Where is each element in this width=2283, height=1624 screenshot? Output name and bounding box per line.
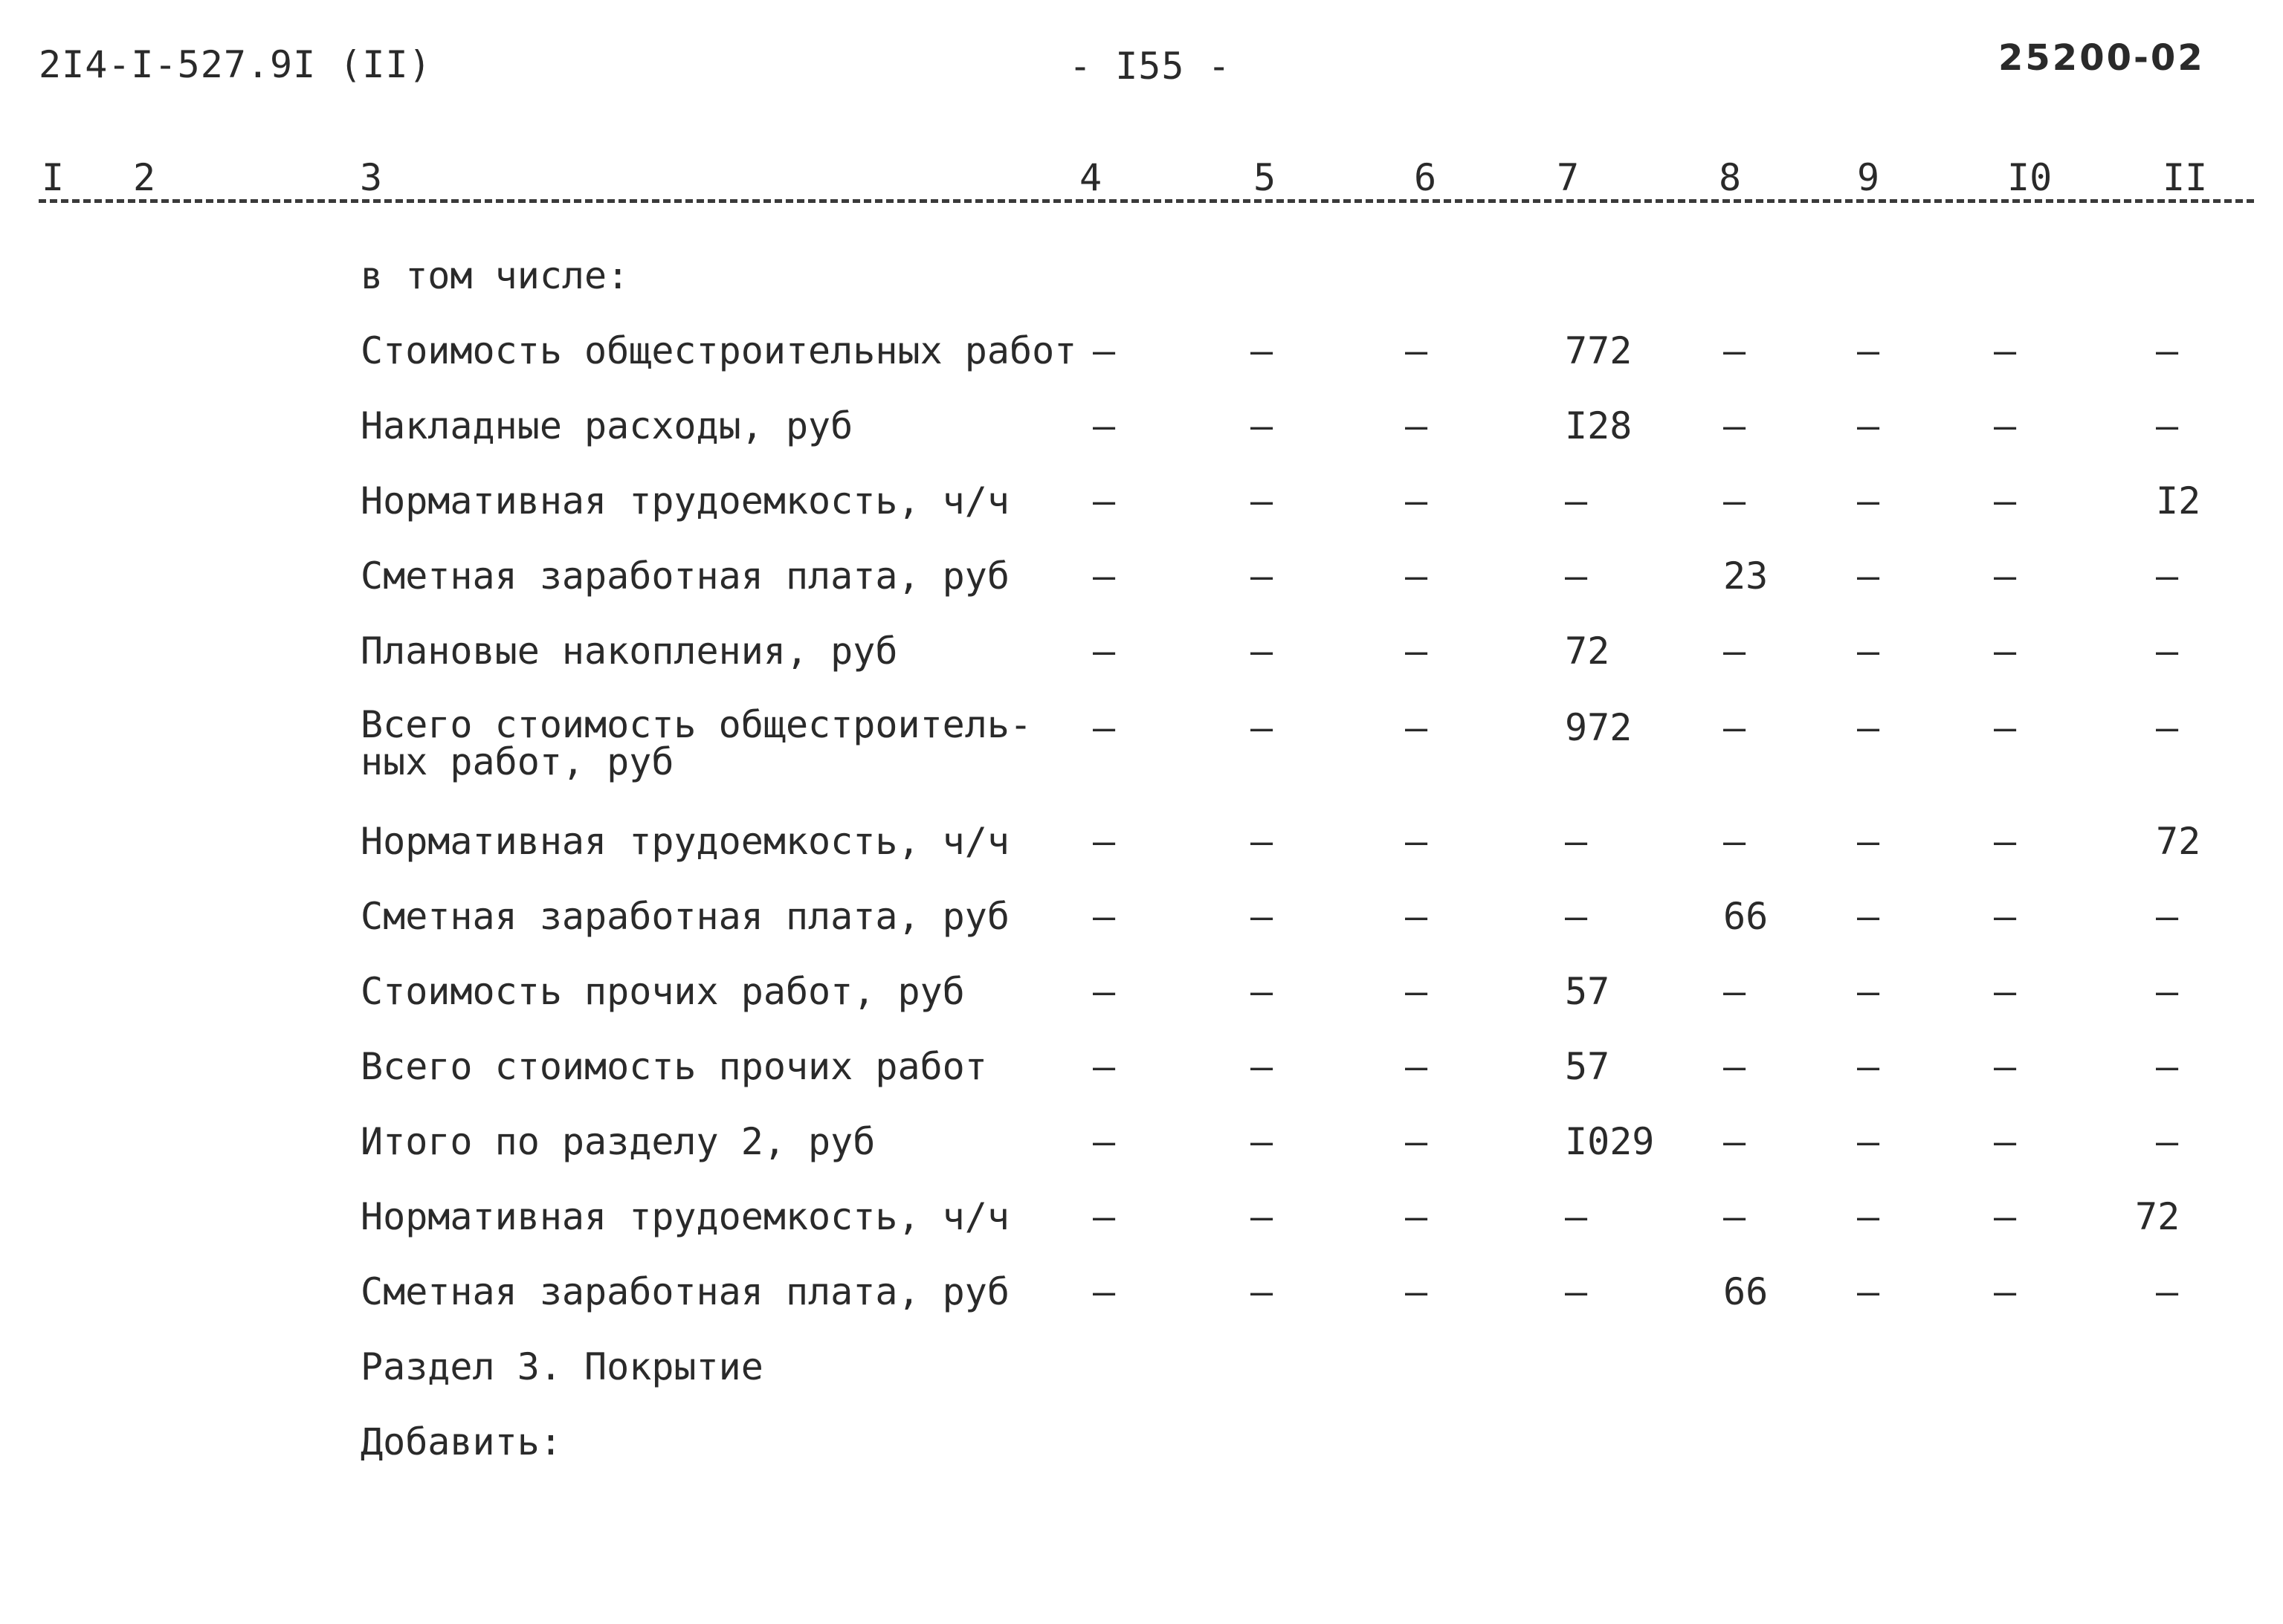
cell-col-8: 66 — [1723, 1270, 1769, 1313]
cell-col-4: – — [1093, 1045, 1116, 1088]
cell-col-7: I029 — [1565, 1120, 1655, 1163]
row-description: Сметная заработная плата, руб — [361, 554, 1010, 598]
cell-col-5: – — [1250, 1270, 1273, 1313]
cell-col-5: – — [1250, 1045, 1273, 1088]
cell-col-11: I2 — [2156, 479, 2201, 523]
cell-col-7: – — [1565, 554, 1588, 598]
cell-col-5: – — [1250, 329, 1273, 372]
cell-col-5: – — [1250, 479, 1273, 523]
cell-col-5: – — [1250, 970, 1273, 1013]
cell-col-10: – — [1994, 820, 2017, 863]
cell-col-8: – — [1723, 820, 1746, 863]
section-heading — [0, 1345, 2283, 1412]
cell-col-9: – — [1857, 404, 1880, 447]
cell-col-11: – — [2156, 404, 2179, 447]
cell-col-9: – — [1857, 1120, 1880, 1163]
cell-col-9: – — [1857, 895, 1880, 938]
row-description: Всего стоимость прочих работ — [361, 1045, 987, 1088]
cell-col-6: – — [1405, 970, 1428, 1013]
table-row — [0, 479, 2283, 546]
cell-col-4: – — [1093, 1120, 1116, 1163]
table-row — [0, 630, 2283, 696]
cell-col-11: – — [2156, 329, 2179, 372]
cell-col-10: – — [1994, 479, 2017, 523]
cell-col-9: – — [1857, 706, 1880, 749]
row-description: Раздел 3. Покрытие — [361, 1345, 763, 1388]
cell-col-7: – — [1565, 479, 1588, 523]
table-row — [0, 970, 2283, 1037]
table-row — [0, 554, 2283, 621]
cell-col-10: – — [1994, 1270, 2017, 1313]
column-number-6: 6 — [1411, 156, 1439, 199]
cell-col-4: – — [1093, 630, 1116, 673]
cell-col-10: – — [1994, 1120, 2017, 1163]
cell-col-7: 72 — [1565, 630, 1610, 673]
column-header-rule — [39, 199, 2254, 203]
cell-col-6: – — [1405, 630, 1428, 673]
cell-col-6: – — [1405, 554, 1428, 598]
cell-col-11: 72 — [2135, 1195, 2180, 1238]
row-description: Нормативная трудоемкость, ч/ч — [361, 479, 1010, 523]
table-row — [0, 703, 2283, 788]
cell-col-9: – — [1857, 329, 1880, 372]
cell-col-10: – — [1994, 970, 2017, 1013]
row-description: Добавить: — [361, 1420, 562, 1463]
cell-col-11: – — [2156, 970, 2179, 1013]
cell-col-11: – — [2156, 554, 2179, 598]
cell-col-5: – — [1250, 404, 1273, 447]
column-number-1: I — [39, 156, 67, 199]
cell-col-4: – — [1093, 329, 1116, 372]
table-row — [0, 895, 2283, 962]
column-number-8: 8 — [1716, 156, 1744, 199]
cell-col-9: – — [1857, 479, 1880, 523]
cell-col-6: – — [1405, 1120, 1428, 1163]
row-description: Всего стоимость общестроитель-ных работ, руб — [361, 703, 1033, 783]
table-row — [0, 329, 2283, 396]
document-code: 2I4-I-527.9I (II) — [39, 43, 432, 86]
cell-col-7: 57 — [1565, 1045, 1610, 1088]
cell-col-7: 57 — [1565, 970, 1610, 1013]
cell-col-9: – — [1857, 1270, 1880, 1313]
cell-col-9: – — [1857, 554, 1880, 598]
cell-col-8: – — [1723, 630, 1746, 673]
cell-col-11: 72 — [2156, 820, 2201, 863]
row-description: Стоимость прочих работ, руб — [361, 970, 965, 1013]
cell-col-7: I28 — [1565, 404, 1633, 447]
cell-col-6: – — [1405, 404, 1428, 447]
cell-col-5: – — [1250, 1195, 1273, 1238]
row-description: Сметная заработная плата, руб — [361, 1270, 1010, 1313]
cell-col-9: – — [1857, 630, 1880, 673]
cell-col-10: – — [1994, 1195, 2017, 1238]
cell-col-10: – — [1994, 706, 2017, 749]
cell-col-4: – — [1093, 820, 1116, 863]
cell-col-8: – — [1723, 1195, 1746, 1238]
row-description: Нормативная трудоемкость, ч/ч — [361, 1195, 1010, 1238]
table-row — [0, 1120, 2283, 1187]
cell-col-7: – — [1565, 1195, 1588, 1238]
cell-col-8: – — [1723, 1120, 1746, 1163]
cell-col-4: – — [1093, 1195, 1116, 1238]
row-description: Плановые накопления, руб — [361, 630, 898, 673]
cell-col-8: – — [1723, 479, 1746, 523]
cell-col-8: 23 — [1723, 554, 1769, 598]
cell-col-8: 66 — [1723, 895, 1769, 938]
column-number-7: 7 — [1554, 156, 1582, 199]
cell-col-10: – — [1994, 1045, 2017, 1088]
cell-col-5: – — [1250, 554, 1273, 598]
cell-col-8: – — [1723, 404, 1746, 447]
column-number-3: 3 — [357, 156, 385, 199]
archive-number: 25200-02 — [1998, 37, 2205, 79]
cell-col-6: – — [1405, 820, 1428, 863]
table-row — [0, 404, 2283, 471]
cell-col-11: – — [2156, 1045, 2179, 1088]
column-number-5: 5 — [1250, 156, 1279, 199]
row-description: Накладные расходы, руб — [361, 404, 853, 447]
cell-col-6: – — [1405, 479, 1428, 523]
column-number-11: II — [2160, 156, 2210, 199]
table-row — [0, 820, 2283, 887]
cell-col-5: – — [1250, 820, 1273, 863]
cell-col-10: – — [1994, 404, 2017, 447]
table-row — [0, 1420, 2283, 1487]
cell-col-11: – — [2156, 630, 2179, 673]
cell-col-6: – — [1405, 1270, 1428, 1313]
cell-col-11: – — [2156, 895, 2179, 938]
row-description: Нормативная трудоемкость, ч/ч — [361, 820, 1010, 863]
cell-col-5: – — [1250, 1120, 1273, 1163]
cell-col-7: – — [1565, 820, 1588, 863]
cell-col-11: – — [2156, 1270, 2179, 1313]
cell-col-4: – — [1093, 404, 1116, 447]
row-description: Итого по разделу 2, руб — [361, 1120, 876, 1163]
row-description: Сметная заработная плата, руб — [361, 895, 1010, 938]
column-number-9: 9 — [1854, 156, 1882, 199]
cell-col-7: – — [1565, 1270, 1588, 1313]
cell-col-5: – — [1250, 706, 1273, 749]
cell-col-7: 772 — [1565, 329, 1633, 372]
page-number: - I55 - — [1069, 45, 1231, 88]
cell-col-4: – — [1093, 970, 1116, 1013]
cell-col-9: – — [1857, 820, 1880, 863]
table-row — [0, 1045, 2283, 1112]
cell-col-4: – — [1093, 479, 1116, 523]
cell-col-5: – — [1250, 630, 1273, 673]
table-row — [0, 1195, 2283, 1262]
table-row — [0, 1270, 2283, 1337]
cell-col-10: – — [1994, 329, 2017, 372]
cell-col-7: – — [1565, 895, 1588, 938]
cell-col-6: – — [1405, 895, 1428, 938]
cell-col-8: – — [1723, 970, 1746, 1013]
cell-col-8: – — [1723, 706, 1746, 749]
cell-col-6: – — [1405, 1045, 1428, 1088]
row-description: в том числе: — [361, 254, 630, 297]
cell-col-4: – — [1093, 1270, 1116, 1313]
cell-col-8: – — [1723, 329, 1746, 372]
cell-col-9: – — [1857, 1045, 1880, 1088]
cell-col-4: – — [1093, 706, 1116, 749]
cell-col-10: – — [1994, 630, 2017, 673]
table-row — [0, 254, 2283, 321]
column-number-10: I0 — [2004, 156, 2055, 199]
column-number-2: 2 — [130, 156, 158, 199]
cell-col-10: – — [1994, 554, 2017, 598]
cell-col-7: 972 — [1565, 706, 1633, 749]
cell-col-8: – — [1723, 1045, 1746, 1088]
column-number-4: 4 — [1076, 156, 1105, 199]
cell-col-5: – — [1250, 895, 1273, 938]
row-description: Стоимость общестроительных работ — [361, 329, 1077, 372]
cell-col-4: – — [1093, 554, 1116, 598]
cell-col-4: – — [1093, 895, 1116, 938]
cell-col-6: – — [1405, 329, 1428, 372]
cell-col-6: – — [1405, 706, 1428, 749]
cell-col-10: – — [1994, 895, 2017, 938]
cell-col-11: – — [2156, 1120, 2179, 1163]
cell-col-11: – — [2156, 706, 2179, 749]
cell-col-6: – — [1405, 1195, 1428, 1238]
cell-col-9: – — [1857, 970, 1880, 1013]
cell-col-9: – — [1857, 1195, 1880, 1238]
